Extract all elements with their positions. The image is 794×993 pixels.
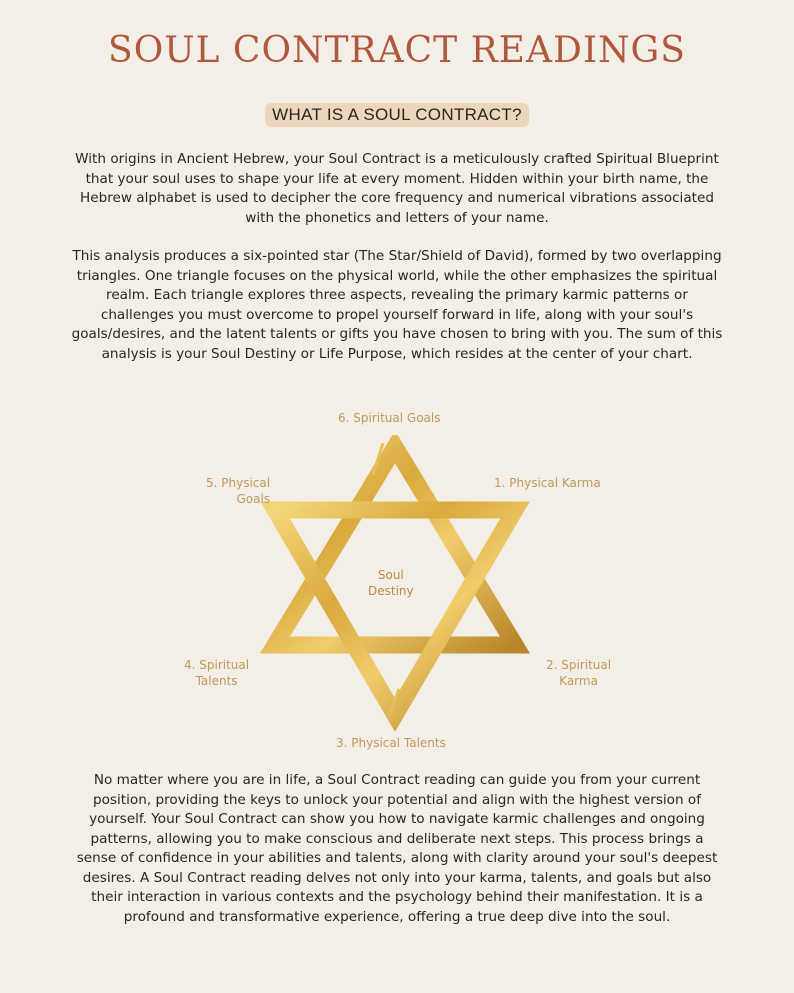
analysis-paragraph: This analysis produces a six-pointed star (The Star/Shield of David), formed by two overlapping triangles. One triangle focuses on the physical world, while the other emphasizes the spiritual realm. Each triangle explores three aspects, revealing the primary karmic patterns or challenges you must overcome to propel yourself forward in life, along with your soul's goals/desires, and the latent talents or gifts you have chosen to bring with you. The sum of this analysis is your Soul Destiny or Life Purpose, which resides at the center of your chart. [71, 248, 723, 362]
downward-triangle [275, 510, 515, 715]
label-spiritual-talents [184, 657, 249, 689]
label-spiritual-talents-line1: 4. Spiritual [184, 658, 250, 672]
label-physical-goals-line2: Goals [236, 492, 271, 506]
label-spiritual-karma-line2: Karma [559, 674, 598, 688]
label-spiritual-karma [546, 657, 611, 689]
upward-triangle [275, 447, 515, 645]
label-physical-goals-line1: 5. Physical [206, 476, 271, 490]
section-heading: WHAT IS A SOUL CONTRACT? [265, 103, 529, 127]
label-soul-destiny-line1: Soul [377, 568, 404, 582]
intro-paragraph: With origins in Ancient Hebrew, your Soul Contract is a meticulously crafted Spiritual Blueprint that your soul uses to shape your life at every moment. Hidden within your birth name, the Hebrew alphabet is used to decipher the core frequency and numerical vibrations associated with the phonetics and letters of your name. [75, 151, 719, 226]
label-spiritual-talents-line2: Talents [195, 674, 238, 688]
label-physical-karma: 1. Physical Karma [494, 476, 601, 490]
closing-paragraph: No matter where you are in life, a Soul Contract reading can guide you from your current position, providing the keys to unlock your potential and align with the highest version of yourself. Your Soul Contract can show you how to navigate karmic challenges and ongoing patterns, allowing you to make conscious and deliberate next steps. This process brings a sense of confidence in your abilities and talents, along with clarity around your soul's deepest desires. A Soul Contract reading delves not only into your karma, talents, and goals but also their interaction in various contexts and the psychology behind their manifestation. It is a profound and transformative experience, offering a true deep dive into the soul. [76, 772, 718, 925]
page-title: SOUL CONTRACT READINGS [108, 30, 686, 71]
label-spiritual-karma-line1: 2. Spiritual [546, 658, 612, 672]
label-soul-destiny [368, 567, 414, 599]
label-physical-goals [206, 475, 270, 507]
label-physical-talents: 3. Physical Talents [336, 736, 446, 750]
label-spiritual-goals: 6. Spiritual Goals [338, 411, 441, 425]
label-soul-destiny-line2: Destiny [368, 584, 414, 598]
